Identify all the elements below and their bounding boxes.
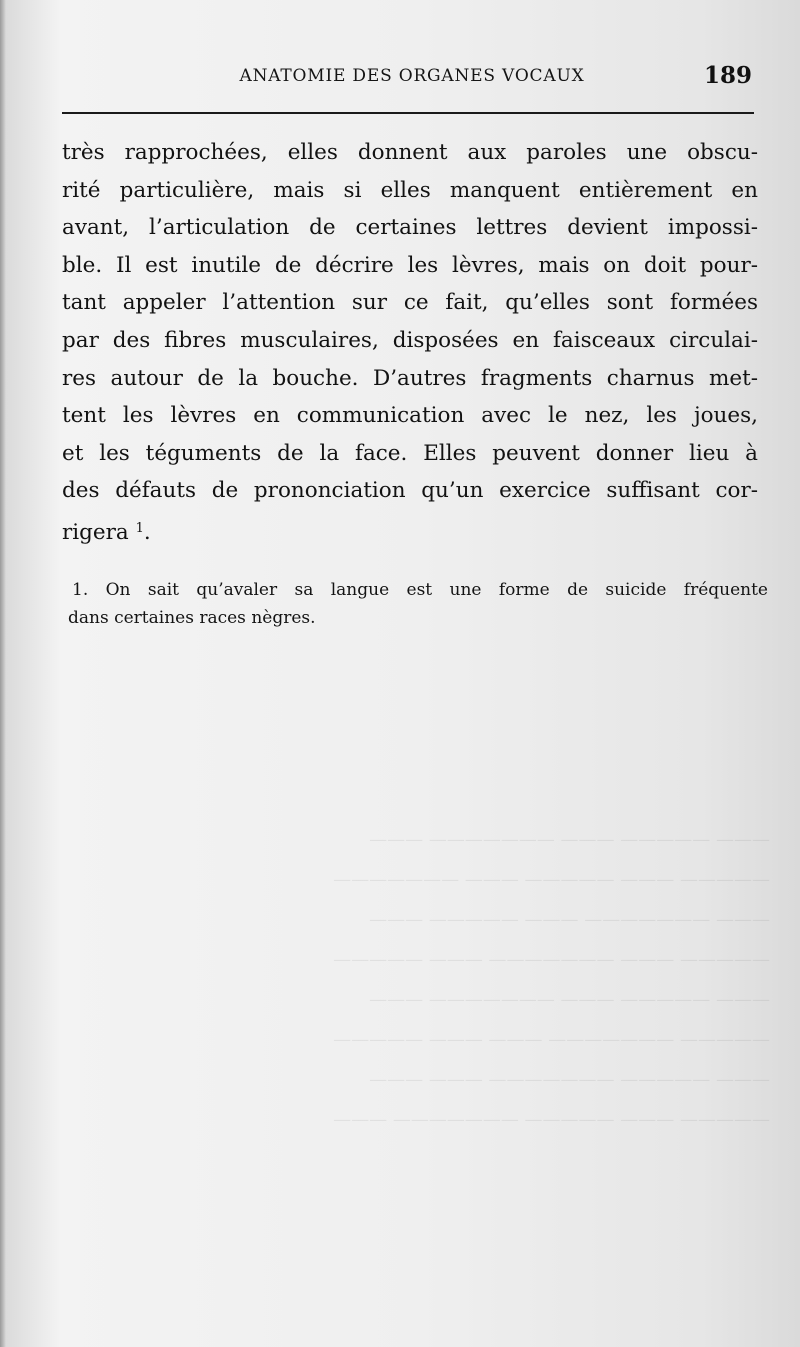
text-line: res autour de la bouche. D’autres fragments charnus met-: [62, 365, 758, 391]
text-line-end-word: rigera: [62, 519, 129, 545]
text-line: tant appeler l’attention sur ce fait, qu’elles sont formées: [62, 290, 758, 316]
running-head: [62, 60, 762, 96]
show-through-texture: ——— ————— ——— ——————— ——— ————— ——— ————— ——— ——————— ——— ——————— ——— ————— ——— ————— ——— ——————— ——— ————— ——— ————— ——— ——————— ——— ————— ——————— ——— ——— ————— ——— ————— ——————— ——— ——— ————— ——— ————— ——————— ———: [333, 829, 770, 1130]
body-paragraph: [62, 134, 758, 548]
page-number: 189: [703, 62, 752, 89]
footnote-line: 1. On sait qu’avaler sa langue est une forme de suicide fréquente: [72, 580, 768, 600]
text-line: ble. Il est inutile de décrire les lèvres, mais on doit pour-: [62, 252, 758, 278]
sentence-end: .: [143, 519, 151, 545]
footnote-line: dans certaines races nègres.: [68, 608, 316, 628]
text-line: rité particulière, mais si elles manquent entièrement en: [62, 177, 758, 203]
text-line-last: [62, 510, 758, 548]
footnote: [68, 576, 768, 632]
text-line: par des fibres musculaires, disposées en faisceaux circulai-: [62, 327, 758, 353]
text-line: avant, l’articulation de certaines lettres devient impossi-: [62, 215, 758, 241]
running-title: ANATOMIE DES ORGANES VOCAUX: [239, 66, 585, 86]
text-line: des défauts de prononciation qu’un exercice suffisant cor-: [62, 478, 758, 504]
text-line: très rapprochées, elles donnent aux paroles une obscu-: [62, 140, 758, 165]
text-line: et les téguments de la face. Elles peuvent donner lieu à: [62, 440, 758, 466]
header-rule: [62, 112, 754, 114]
text-line: tent les lèvres en communication avec le nez, les joues,: [62, 403, 758, 429]
footnote-reference: 1: [135, 520, 144, 536]
